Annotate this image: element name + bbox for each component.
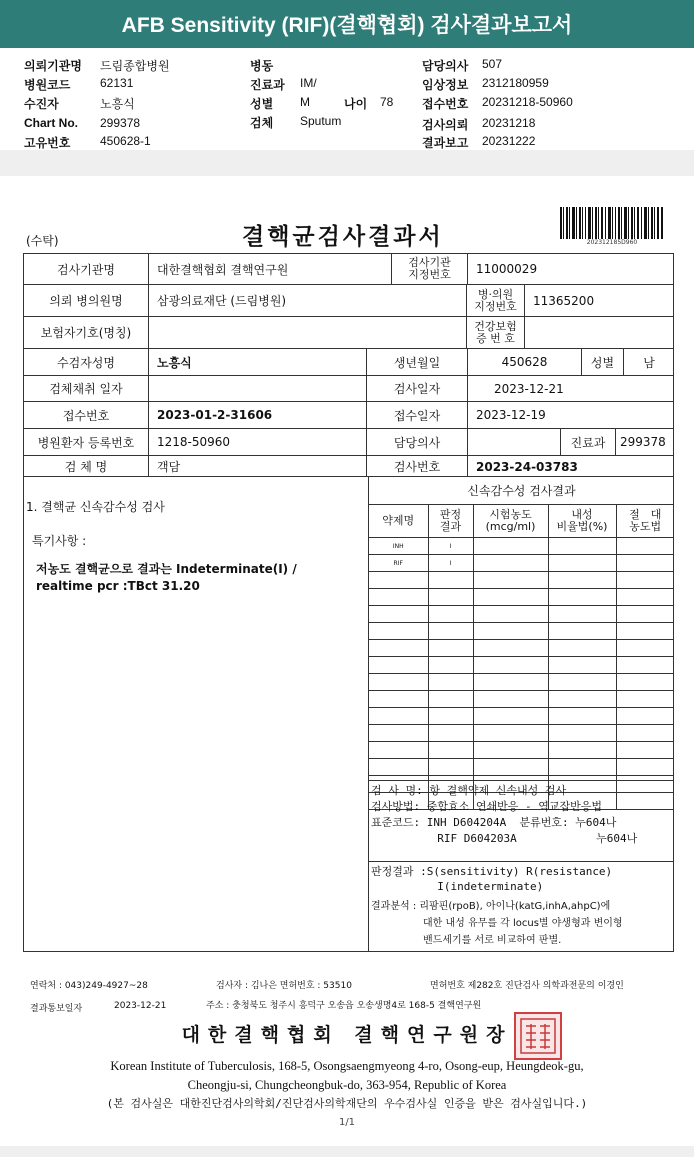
official-seal: [514, 1012, 562, 1060]
col-absolute: 절 대 농도법: [616, 505, 674, 538]
ordering-org-label: 의뢰기관명: [24, 59, 82, 73]
method-line-2: 검사방법: 중합효소 연쇄반응 - 역교잡반응법: [371, 800, 603, 813]
acc-date-label: 접수일자: [367, 402, 468, 429]
lab-id-label: 검사기관 지정번호: [392, 254, 468, 285]
page-number: 1/1: [338, 1117, 356, 1128]
patient-name: 노흥식: [100, 97, 135, 111]
contact: 연락처 : 043)249-4927~28: [30, 981, 148, 991]
judge-line-2: I(indeterminate): [371, 880, 544, 893]
specimen-label: 검 체 명: [24, 456, 149, 477]
analysis-line-2: 대한 내성 유무를 각 locus별 야생형과 변이형: [423, 918, 623, 929]
insurance-value: [525, 317, 674, 349]
hosp-id: 11365200: [525, 285, 674, 317]
req-hosp: 삼광의료재단 (드림병원): [149, 285, 467, 317]
english-address: [0, 1057, 694, 1095]
collect-label: 검체채취 일자: [24, 376, 149, 402]
left-pane: [24, 476, 369, 952]
notes-label: 특기사항 :: [32, 534, 87, 548]
sensitivity-row: [369, 725, 674, 742]
col-drug: 약제명: [369, 505, 428, 538]
dept: IM/: [300, 76, 317, 90]
judgement-box: [369, 862, 676, 894]
drug-result: I: [428, 555, 473, 572]
col-concentration: 시험농도 (mcg/ml): [473, 505, 548, 538]
drug-name: INH: [369, 538, 428, 555]
test-date-label: 검사일자: [367, 376, 468, 402]
patient-info-header: [0, 52, 694, 148]
note-line-1: 저농도 결핵균으로 결과는 Indeterminate(I) /: [36, 562, 297, 576]
insurance-label: 건강보험 증 번 호: [467, 317, 525, 349]
req-hosp-label: 의뢰 병의원명: [24, 285, 149, 317]
drug-result: I: [428, 538, 473, 555]
method-line-3: 표준코드: INH D604204A 분류번호: 누604나: [371, 816, 617, 829]
analysis-box: [369, 896, 676, 949]
sensitivity-table: [369, 505, 674, 810]
sex-label: 성별: [250, 97, 274, 111]
result-label: 결과보고: [422, 136, 469, 150]
unique-number: 450628-1: [100, 134, 151, 148]
page-separator: [0, 150, 694, 176]
reg-no: 1218-50960: [149, 429, 367, 456]
dept-label: 진료과: [250, 78, 285, 92]
institute-name: 대한결핵협회 결핵연구원장: [181, 1024, 513, 1046]
clinical-info: 2312180959: [482, 76, 549, 90]
ward-label: 병동: [250, 59, 274, 73]
method-box: [369, 780, 674, 862]
sensitivity-row: [369, 759, 674, 776]
document-title: 결핵균검사결과서: [242, 224, 444, 250]
english-address-line-1: Korean Institute of Tuberculosis, 168-5, Osongsaengmyeong 4-ro, Osong-eup, Heungdeok-gu,: [110, 1059, 584, 1073]
unique-label: 고유번호: [24, 136, 71, 150]
sensitivity-row: [369, 691, 674, 708]
chart-label: Chart No.: [24, 116, 78, 130]
report-title: AFB Sensitivity (RIF)(결핵협회) 검사결과보고서: [0, 0, 694, 48]
specimen: Sputum: [300, 114, 342, 128]
license: 면허번호 제282호 진단검사 의학과전문의 이경인: [430, 981, 624, 991]
analysis-line-3: 밴드세기를 서로 비교하여 판별.: [423, 935, 562, 946]
specimen-value: 객담: [149, 456, 367, 477]
sensitivity-row: [369, 742, 674, 759]
test-date: 2023-12-21: [468, 376, 674, 402]
col-resistance-ratio: 내성 비율법(%): [548, 505, 616, 538]
hospital-code-label: 병원코드: [24, 78, 71, 92]
sensitivity-row: [369, 572, 674, 589]
insurer-label: 보험자기호(명칭): [24, 317, 149, 349]
age-label: 나이: [344, 97, 368, 111]
hosp-id-label: 병·의원 지정번호: [467, 285, 525, 317]
method-line-1: 검 사 명: 항 결핵약제 신속내성 검사: [371, 784, 567, 797]
specimen-label: 검체: [250, 116, 274, 130]
lab-name: 대한결핵협회 결핵연구원: [149, 254, 392, 285]
barcode-number: 202312185D960: [586, 239, 638, 246]
barcode: [560, 207, 664, 239]
birth-date: 450628: [468, 349, 582, 376]
dept-label: 진료과: [561, 429, 616, 456]
result-date: 20231222: [482, 134, 536, 148]
results-area: [23, 476, 674, 952]
reg-no-label: 병원환자 등록번호: [24, 429, 149, 456]
ordering-org: 드림종합병원: [100, 59, 170, 73]
sensitivity-row: [369, 640, 674, 657]
sensitivity-row: [369, 606, 674, 623]
receipt-number: 20231218-50960: [482, 95, 573, 109]
patient-name-value: 노흥식: [149, 349, 367, 376]
tester: 검사자 : 김나은 면허번호 : 53510: [216, 981, 352, 991]
acc-no: 2023-01-2-31606: [149, 402, 367, 429]
acc-date: 2023-12-19: [468, 402, 674, 429]
exam-no-label: 검사번호: [367, 456, 468, 477]
request-date: 20231218: [482, 116, 536, 130]
doctor: 507: [482, 57, 503, 71]
bottom-margin: [0, 1146, 694, 1157]
patient-label: 수진자: [24, 97, 59, 111]
sensitivity-row: [369, 623, 674, 640]
doctor-label: 담당의사: [422, 59, 469, 73]
english-address-line-2: Cheongju-si, Chungcheongbuk-do, 363-954, Republic of Korea: [187, 1078, 507, 1092]
sensitivity-row: [369, 708, 674, 725]
seal-icon: [518, 1016, 558, 1056]
sex-value: 남: [624, 349, 674, 376]
dept-value: 299378: [616, 429, 674, 456]
sensitivity-row: [369, 657, 674, 674]
sensitivity-header-row: [369, 505, 674, 538]
certification-note: (본 검사실은 대한진단검사의학회/진단검사의학재단의 우수검사실 인증을 받은 검사실입니다.): [106, 1097, 588, 1110]
sex-label: 성별: [582, 349, 624, 376]
patient-name-label: 수검자성명: [24, 349, 149, 376]
section-title: 1. 결핵균 신속감수성 검사: [26, 500, 165, 514]
judge-line-1: 판정결과 :S(sensitivity) R(resistance): [371, 865, 613, 878]
age: 78: [380, 95, 394, 109]
lab-name-label: 검사기관명: [24, 254, 149, 285]
patient-info-table: [23, 253, 674, 477]
notify-date: 2023-12-21: [114, 1001, 167, 1011]
analysis-line-1: 결과분석 : 리팜핀(rpoB), 아이나(katG,inhA,ahpC)에: [371, 901, 611, 912]
drug-name: RIF: [369, 555, 428, 572]
sensitivity-row: [369, 538, 674, 555]
insurer-value: [149, 317, 467, 349]
physician-label: 담당의사: [367, 429, 468, 456]
request-label: 검사의뢰: [422, 118, 469, 132]
note-line-2: realtime pcr :TBct 31.20: [36, 579, 200, 593]
address: 주소 : 충청북도 청주시 흥덕구 오송읍 오송생명4로 168-5 결핵연구원: [206, 1001, 482, 1011]
sensitivity-row: [369, 555, 674, 572]
exam-no: 2023-24-03783: [476, 459, 578, 474]
lab-id: 11000029: [468, 254, 674, 285]
sensitivity-row: [369, 589, 674, 606]
method-line-4: RIF D604203A 누604나: [371, 832, 638, 845]
physician-value: [468, 429, 561, 456]
acc-no-label: 접수번호: [24, 402, 149, 429]
sensitivity-header: 신속감수성 검사결과: [369, 476, 674, 505]
hospital-code: 62131: [100, 76, 134, 90]
chart-number: 299378: [100, 116, 141, 130]
clinical-label: 임상정보: [422, 78, 469, 92]
col-result: 판정 결과: [428, 505, 473, 538]
sensitivity-row: [369, 674, 674, 691]
collect-date: [149, 376, 367, 402]
sex: M: [300, 95, 310, 109]
notify-label: 결과통보일자: [30, 1004, 83, 1014]
birth-label: 생년월일: [367, 349, 468, 376]
receipt-tag: (수탁): [26, 234, 59, 248]
receipt-label: 접수번호: [422, 97, 469, 111]
